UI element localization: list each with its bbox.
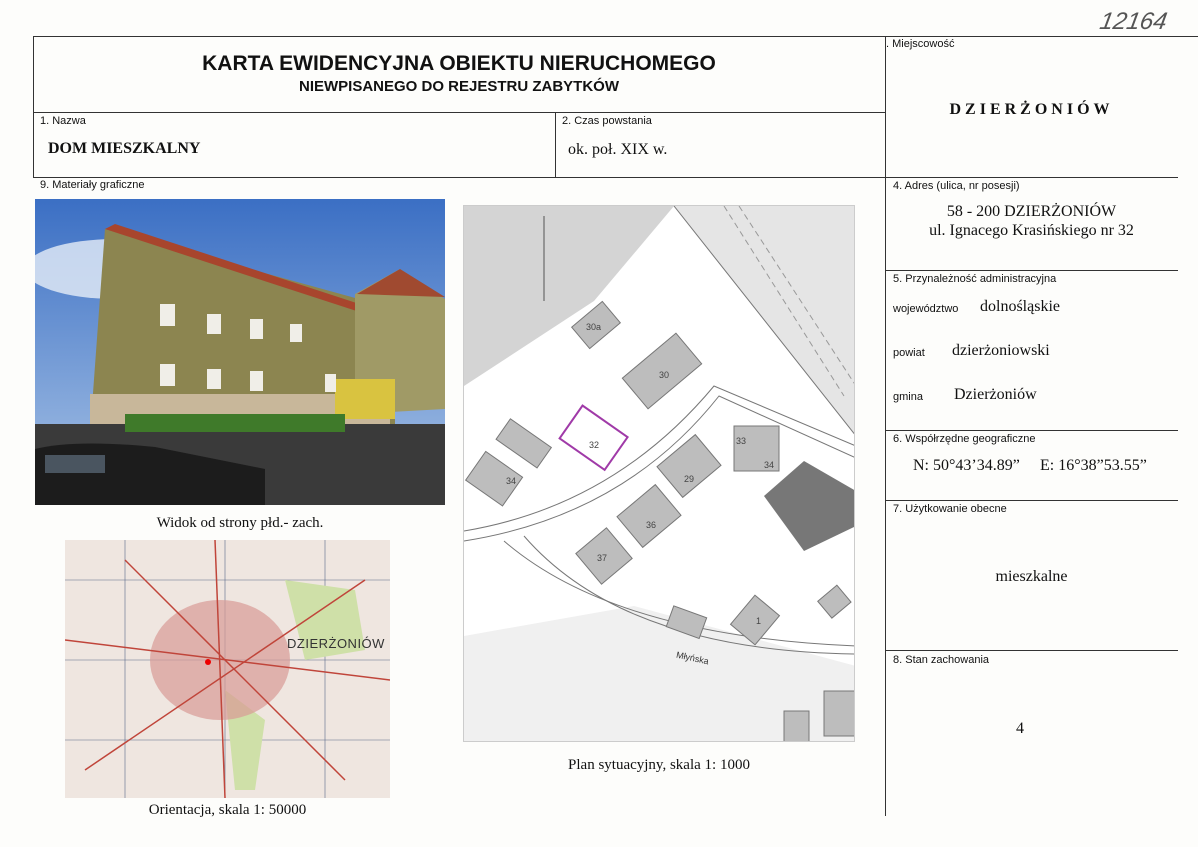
plan-number: 29: [684, 474, 695, 484]
divider: [885, 650, 1178, 651]
map-town-label: DZIERŻONIÓW: [287, 636, 385, 651]
coords-n: N: 50°43’34.89”: [913, 457, 1020, 474]
building-photo: [35, 199, 445, 505]
condition-label: 8. Stan zachowania: [893, 654, 990, 666]
coords-e: E: 16°38”53.55”: [1040, 457, 1147, 474]
plan-number: 32: [589, 440, 600, 450]
plan-number: 30: [659, 370, 670, 380]
place-value: DZIERŻONIÓW: [949, 101, 1114, 118]
coords-label: 6. Współrzędne geograficzne: [893, 433, 1036, 445]
orientation-map: [65, 540, 390, 798]
divider: [555, 112, 556, 177]
doc-number: 12164: [1097, 8, 1170, 35]
county-label: powiat: [893, 347, 925, 359]
voivodeship-label: województwo: [893, 303, 959, 315]
usage-value: mieszkalne: [995, 568, 1068, 585]
condition-value: 4: [1016, 720, 1024, 737]
plan-number: 37: [597, 553, 608, 563]
page-subtitle: NIEWPISANEGO DO REJESTRU ZABYTKÓW: [298, 78, 620, 95]
divider: [885, 36, 886, 816]
place-label: . Miejscowość: [886, 38, 955, 50]
plan-street-label: Młyńska: [675, 649, 710, 667]
admin-label: 5. Przynależność administracyjna: [893, 273, 1057, 285]
plan-number: 1: [756, 616, 762, 626]
plan-caption: Plan sytuacyjny, skala 1: 1000: [568, 757, 750, 773]
address-line2: ul. Ignacego Krasińskiego nr 32: [929, 222, 1134, 239]
divider: [885, 500, 1178, 501]
commune-label: gmina: [893, 391, 923, 403]
voivodeship-value: dolnośląskie: [980, 298, 1060, 315]
map-caption: Orientacja, skala 1: 50000: [148, 802, 307, 818]
plan-number: 34: [506, 476, 517, 486]
name-value: DOM MIESZKALNY: [48, 140, 201, 157]
commune-value: Dzierżoniów: [954, 386, 1037, 403]
usage-label: 7. Użytkowanie obecne: [893, 503, 1007, 515]
divider: [33, 36, 1198, 37]
county-value: dzierżoniowski: [952, 342, 1050, 359]
address-label: 4. Adres (ulica, nr posesji): [893, 180, 1020, 192]
divider: [885, 270, 1178, 271]
photo-caption: Widok od strony płd.- zach.: [156, 515, 324, 531]
divider: [885, 430, 1178, 431]
plan-number: 34: [764, 460, 775, 470]
plan-number: 33: [736, 436, 747, 446]
divider: [33, 112, 885, 113]
time-value: ok. poł. XIX w.: [568, 141, 668, 158]
page-title: KARTA EWIDENCYJNA OBIEKTU NIERUCHOMEGO: [202, 52, 716, 75]
plan-number: 30a: [586, 322, 602, 332]
divider: [33, 177, 1178, 178]
time-label: 2. Czas powstania: [562, 115, 652, 127]
graphics-label: 9. Materiały graficzne: [40, 179, 145, 191]
address-line1: 58 - 200 DZIERŻONIÓW: [946, 203, 1117, 220]
site-plan: [463, 205, 855, 742]
plan-number: 36: [646, 520, 657, 530]
name-label: 1. Nazwa: [40, 115, 86, 127]
